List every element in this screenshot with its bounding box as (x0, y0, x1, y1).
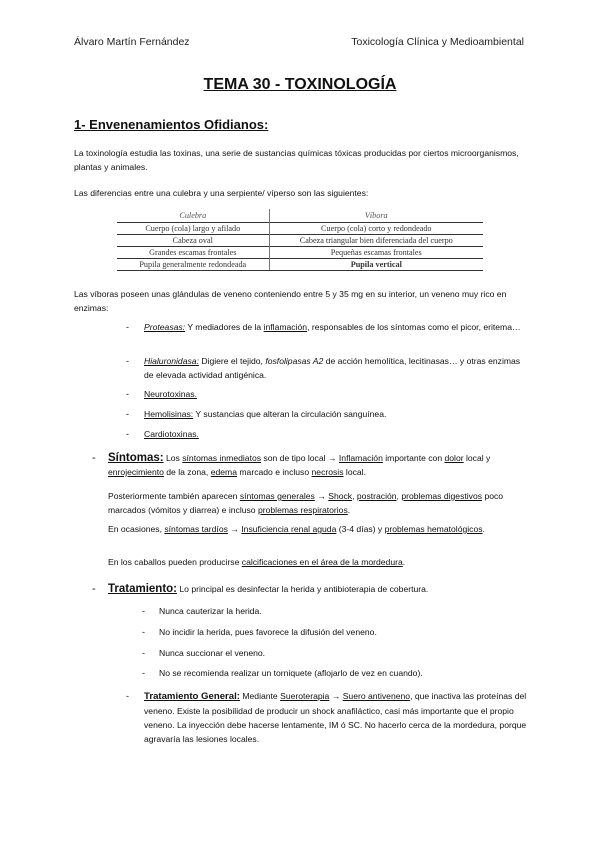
header-subject: Toxicología Clínica y Medioambiental (351, 36, 524, 48)
list-item-cardiotoxinas: Cardiotoxinas. (144, 429, 199, 439)
text: → (314, 491, 329, 501)
list-item-hialuronidasa (144, 354, 529, 382)
bullet-dash: - (142, 606, 145, 616)
bullet-dash: - (142, 627, 145, 637)
tratamiento-bullet: Nunca cauterizar la herida. (159, 606, 262, 616)
intro-paragraph: La toxinología estudia las toxinas, una serie de sustancias químicas tóxicas producidas por ciertos microorganismos, plantas y animales. (74, 148, 519, 172)
tratamiento-bullet: No se recomienda realizar un torniquete (aflojarlo de vez en cuando). (159, 668, 423, 678)
text: Posteriormente también aparecen (108, 491, 240, 501)
underlined-term: Insuficiencia renal aguda (241, 524, 337, 534)
underlined-term: postración (356, 491, 397, 501)
table-cell: Pupila generalmente redondeada (117, 259, 269, 271)
text: En los caballos pueden producirse (108, 557, 242, 567)
page-title: TEMA 30 - TOXINOLOGÍA (203, 76, 397, 93)
bullet-dash: - (126, 429, 129, 439)
text: , (352, 491, 357, 501)
venom-intro: Las víboras poseen unas glándulas de veneno conteniendo entre 5 y 35 mg en su interior, un veneno muy rico en enzimas: (74, 289, 507, 313)
underlined-term: problemas respiratorios (257, 505, 348, 515)
text: Y mediadores de la (185, 322, 264, 332)
text: En ocasiones, (108, 524, 165, 534)
text: Lo principal es desinfectar la herida y antibioterapia de cobertura. (177, 584, 429, 594)
term-hemolisinas: Hemolisinas: (144, 409, 194, 419)
header-author: Álvaro Martín Fernández (74, 36, 190, 48)
section-heading: 1- Envenenamientos Ofidianos: (74, 117, 269, 132)
bullet-dash: - (126, 389, 129, 399)
tratamiento-bullet: No incidir la herida, pues favorece la difusión del veneno. (159, 627, 377, 637)
underlined-term: síntomas inmediatos (182, 453, 262, 463)
text: . (482, 524, 485, 534)
sintomas-paragraph-2 (108, 489, 530, 517)
underlined-term: calcificaciones en el área de la mordedura (241, 557, 403, 567)
text: . (402, 557, 406, 567)
tratamiento-paragraph (108, 582, 530, 596)
text: poco marcados (vómitos y diarrea) e incluso (108, 491, 504, 515)
text: (3-4 días) y (336, 524, 385, 534)
sintomas-paragraph-1 (108, 451, 530, 479)
bullet-dash: - (126, 409, 129, 419)
comparison-table (117, 209, 483, 271)
text: marcado e incluso (237, 467, 312, 477)
table-header-culebra: Culebra (179, 210, 207, 220)
underlined-term: inflamación (263, 322, 308, 332)
underlined-term: Sueroterapia (280, 691, 330, 701)
italic-term: fosfolipasas A2 (265, 356, 324, 366)
underlined-term: síntomas tardíos (164, 524, 228, 534)
table-cell: Cuerpo (cola) largo y afilado (117, 223, 269, 235)
text: , responsables de los síntomas como el picor, eritema… (307, 322, 521, 332)
table-cell: Cuerpo (cola) corto y redondeado (269, 223, 483, 235)
table-cell: Grandes escamas frontales (117, 247, 269, 259)
term-proteasas: Proteasas: (144, 322, 186, 332)
text: Digiere el tejido, (198, 356, 266, 366)
text: importante con (382, 453, 445, 463)
list-item-neurotoxinas: Neurotoxinas. (144, 389, 198, 399)
bullet-dash: - (126, 356, 129, 366)
list-item-proteasas (144, 320, 524, 334)
tratamiento-general-heading: Tratamiento General: (144, 691, 240, 702)
term-hialuronidasa: Hialuronidasa: (144, 356, 199, 366)
table-row (117, 247, 483, 259)
underlined-term: Suero antiveneno (342, 691, 411, 701)
bullet-dash: - (126, 691, 129, 701)
text: → (227, 524, 242, 534)
bullet-dash: - (126, 322, 129, 332)
table-cell: Cabeza triangular bien diferenciada del cuerpo (269, 235, 483, 247)
bullet-dash: - (92, 452, 96, 464)
text: . (347, 505, 351, 515)
sintomas-paragraph-4 (108, 555, 530, 569)
table-cell: Pupila vertical (269, 259, 483, 271)
underlined-term: necrosis (311, 467, 344, 477)
underlined-term: Shock (328, 491, 353, 501)
table-header-row (117, 209, 483, 223)
text: local. (343, 467, 366, 477)
text: , (396, 491, 402, 501)
table-cell: Cabeza oval (117, 235, 269, 247)
list-item-hemolisinas (144, 407, 386, 421)
underlined-term: Inflamación (338, 453, 383, 463)
table-cell: Pequeñas escamas frontales (269, 247, 483, 259)
text: local y (463, 453, 491, 463)
tratamiento-bullet: Nunca succionar el veneno. (159, 648, 266, 658)
differences-intro: Las diferencias entre una culebra y una serpiente/ víperso son las siguientes: (74, 188, 369, 198)
text: Y sustancias que alteran la circulación sanguínea. (193, 409, 387, 419)
sintomas-heading: Síntomas: (108, 452, 164, 464)
underlined-term: enrojecimiento (108, 467, 164, 477)
bullet-dash: - (142, 668, 145, 678)
table-row (117, 223, 483, 235)
underlined-term: edema (210, 467, 237, 477)
text: Los (163, 453, 183, 463)
bullet-dash: - (142, 648, 145, 658)
table-header-vibora: Víbora (269, 209, 483, 223)
text: → (329, 691, 343, 701)
tratamiento-general-paragraph (144, 689, 530, 746)
underlined-term: problemas digestivos (401, 491, 483, 501)
underlined-term: problemas hematológicos (384, 524, 483, 534)
table-row (117, 259, 483, 271)
table-row (117, 235, 483, 247)
underlined-term: dolor (444, 453, 464, 463)
text: , que inactiva las proteínas del veneno. Existe la posibilidad de producir un shock anafiláctico, casi más importante que el propio veneno. La inyección debe hacerse lentamente, IM ó SC. No hacerlo cerca de la mordedura, porque agravaría las lesiones locales. (144, 691, 527, 744)
sintomas-paragraph-3 (108, 522, 530, 536)
underlined-term: síntomas generales (239, 491, 315, 501)
text: son de tipo local → (261, 453, 339, 463)
text: de acción hemolítica, lecitinasas… y otras enzimas de elevada actividad antigénica. (144, 356, 521, 380)
bullet-dash: - (92, 583, 96, 595)
tratamiento-heading: Tratamiento: (108, 583, 178, 595)
text: Mediante (239, 691, 281, 701)
text: de la zona, (163, 467, 211, 477)
